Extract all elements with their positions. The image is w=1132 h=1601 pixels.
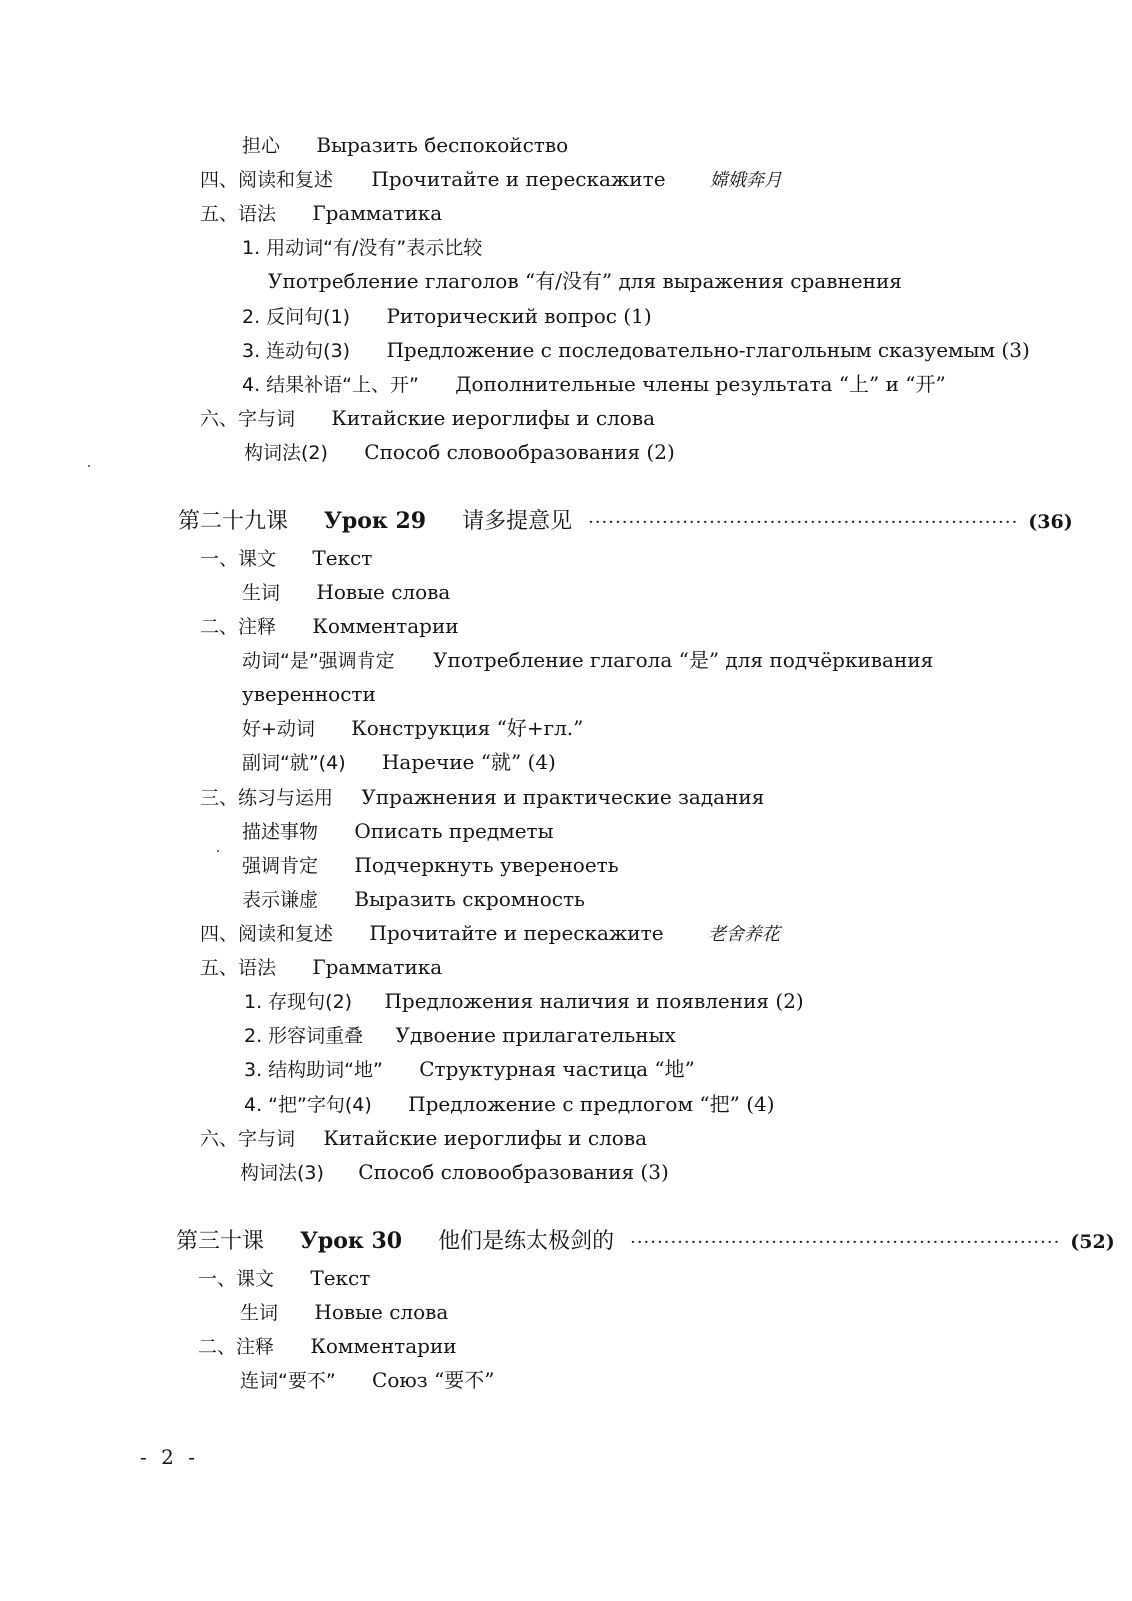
ru-label: Упражнения и практические задания — [361, 785, 765, 809]
toc-entry — [244, 1022, 676, 1048]
cn-label: 二、注释 — [200, 616, 277, 638]
ru-label: Подчеркнуть увереноеть — [354, 853, 619, 877]
cn-label: 三、练习与运用 — [200, 787, 334, 809]
page-number: - 2 - — [140, 1445, 199, 1469]
ru-label: Китайские иероглифы и слова — [331, 406, 655, 430]
ru-label: Способ словообразования (2) — [364, 440, 675, 464]
ru-label: Употребление глагола “是” для подчёркивания — [433, 648, 934, 672]
cn-label: 四、阅读和复述 — [200, 923, 334, 945]
cn-label: 六、字与词 — [200, 408, 296, 430]
cn-label: 4. 结果补语“上、开” — [242, 374, 419, 396]
toc-entry — [240, 1299, 448, 1325]
ru-label: Наречие “就” (4) — [381, 750, 556, 774]
toc-entry — [268, 268, 902, 294]
cn-label: 4. “把”字句(4) — [244, 1094, 372, 1116]
cn-label: 一、课文 — [198, 1268, 275, 1290]
ru-label: Новые слова — [314, 1300, 449, 1324]
ru-label: Выразить беспокойство — [316, 133, 569, 157]
lesson-heading[interactable] — [176, 1226, 1115, 1258]
toc-entry — [200, 1125, 647, 1151]
toc-entry — [242, 371, 946, 397]
ru-label: Предложение с предлогом “把” (4) — [408, 1092, 775, 1116]
toc-entry — [200, 613, 459, 639]
toc-entry — [244, 439, 675, 465]
cn-label: 六、字与词 — [200, 1128, 296, 1150]
dot-leader: ································································ — [588, 512, 1019, 533]
toc-entry — [200, 166, 782, 192]
ru-label: Новые слова — [316, 580, 451, 604]
ru-label: Риторический вопрос (1) — [386, 304, 652, 328]
ru-label: Союз “要不” — [372, 1368, 495, 1392]
cn-label: 3. 结构助词“地” — [244, 1059, 383, 1081]
scan-speck — [88, 465, 90, 467]
toc-entry — [240, 1159, 669, 1185]
ru-label: Описать предметы — [354, 819, 554, 843]
toc-entry — [242, 715, 583, 741]
toc-entry — [200, 920, 780, 946]
cn-label: 生词 — [240, 1302, 279, 1324]
cn-label: 2. 反问句(1) — [242, 306, 351, 328]
cn-label: 强调肯定 — [242, 855, 319, 877]
cn-label: 构词法(2) — [244, 442, 328, 464]
lesson-number-cn: 第三十课 — [176, 1229, 265, 1254]
ru-label: Употребление глаголов “有/没有” для выражения сравнения — [268, 269, 902, 293]
ru-label: Прочитайте и перескажите — [369, 921, 664, 945]
page-ref: (36) — [1028, 511, 1073, 533]
cn-label: 构词法(3) — [240, 1162, 324, 1184]
toc-entry — [244, 988, 804, 1014]
reading-title: 嫦娥奔月 — [709, 170, 782, 191]
ru-label: Дополнительные члены результата “上” и “开” — [455, 372, 946, 396]
toc-entry — [200, 545, 372, 571]
dot-leader: ································································ — [630, 1232, 1061, 1253]
cn-label: 二、注释 — [198, 1336, 275, 1358]
toc-entry — [200, 200, 442, 226]
cn-label: 生词 — [242, 582, 281, 604]
ru-label: Структурная частица “地” — [419, 1057, 695, 1081]
ru-label: Китайские иероглифы и слова — [323, 1126, 647, 1150]
toc-entry — [198, 1265, 370, 1291]
lesson-title: 请多提意见 — [462, 509, 573, 534]
ru-label: Выразить скромность — [354, 887, 585, 911]
toc-entry — [200, 954, 442, 980]
ru-label: Предложения наличия и появления (2) — [384, 989, 804, 1013]
toc-entry — [242, 132, 568, 158]
lesson-number-ru: Урок 29 — [324, 508, 427, 534]
ru-label: Текст — [312, 546, 373, 570]
cn-label: 表示谦虚 — [242, 889, 319, 911]
cn-label: 描述事物 — [242, 821, 319, 843]
ru-label: Комментарии — [312, 614, 459, 638]
toc-entry — [244, 1056, 695, 1082]
cn-label: 副词“就”(4) — [242, 752, 346, 774]
cn-label: 3. 连动句(3) — [242, 340, 351, 362]
lesson-heading[interactable] — [178, 506, 1073, 538]
ru-label: Удвоение прилагательных — [395, 1023, 676, 1047]
ru-label: Комментарии — [310, 1334, 457, 1358]
cn-label: 好+动词 — [242, 718, 315, 740]
cn-label: 五、语法 — [200, 957, 277, 979]
toc-entry — [240, 1367, 495, 1393]
toc-entry — [242, 303, 652, 329]
cn-label: 一、课文 — [200, 548, 277, 570]
toc-entry — [242, 681, 376, 707]
cn-label: 1. 用动词“有/没有”表示比较 — [242, 237, 483, 259]
ru-label: Грамматика — [312, 955, 443, 979]
ru-label: Грамматика — [312, 201, 443, 225]
cn-label: 五、语法 — [200, 203, 277, 225]
toc-entry — [200, 405, 655, 431]
toc-entry — [242, 886, 585, 912]
page-ref: (52) — [1070, 1231, 1115, 1253]
toc-entry — [244, 1091, 775, 1117]
cn-label: 2. 形容词重叠 — [244, 1025, 364, 1047]
ru-label: Прочитайте и перескажите — [371, 167, 666, 191]
cn-label: 连词“要不” — [240, 1370, 336, 1392]
ru-label: уверенности — [242, 682, 376, 706]
toc-entry — [198, 1333, 457, 1359]
cn-label: 1. 存现句(2) — [244, 991, 353, 1013]
toc-entry — [242, 818, 554, 844]
toc-entry — [242, 852, 619, 878]
toc-entry — [200, 784, 764, 810]
scan-speck — [217, 850, 219, 852]
cn-label: 四、阅读和复述 — [200, 169, 334, 191]
lesson-title: 他们是练太极剑的 — [438, 1229, 615, 1254]
toc-entry — [242, 749, 556, 775]
ru-label: Способ словообразования (3) — [358, 1160, 669, 1184]
reading-title: 老舍养花 — [707, 924, 780, 945]
lesson-number-cn: 第二十九课 — [178, 509, 289, 534]
ru-label: Текст — [310, 1266, 371, 1290]
ru-label: Предложение с последовательно-глагольным сказуемым (3) — [386, 338, 1030, 362]
lesson-number-ru: Урок 30 — [300, 1228, 403, 1254]
toc-entry — [242, 579, 450, 605]
toc-entry — [242, 234, 482, 260]
ru-label: Конструкция “好+гл.” — [351, 716, 584, 740]
cn-label: 动词“是”强调肯定 — [242, 650, 395, 672]
toc-entry — [242, 337, 1030, 363]
toc-entry — [242, 647, 933, 673]
cn-label: 担心 — [242, 135, 281, 157]
